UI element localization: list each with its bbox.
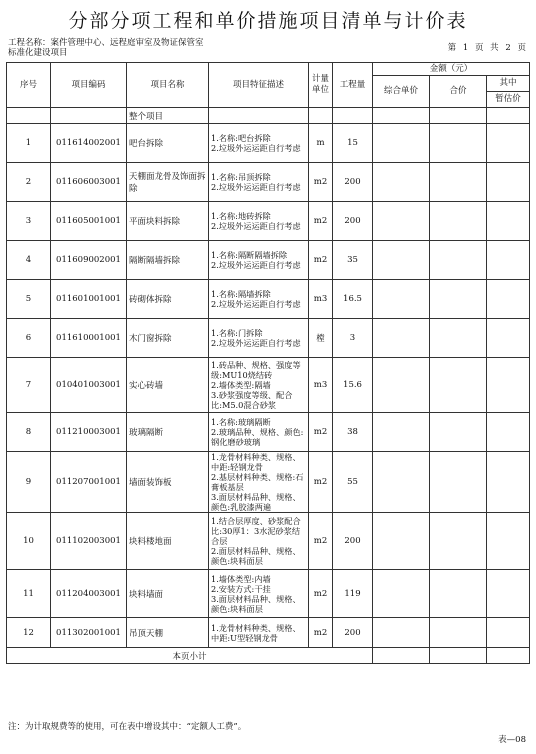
cell-desc bbox=[209, 319, 309, 358]
cell-qty: 38 bbox=[333, 413, 373, 452]
cell-name: 吊顶天棚 bbox=[127, 618, 209, 648]
table-row bbox=[7, 570, 530, 618]
cell-unit: m2 bbox=[309, 413, 333, 452]
cell-provisional bbox=[487, 202, 530, 241]
cell-qty: 200 bbox=[333, 513, 373, 570]
cell-code: 010401003001 bbox=[51, 358, 127, 413]
cell-qty: 3 bbox=[333, 319, 373, 358]
cell-total bbox=[430, 513, 487, 570]
desc-line: 1.名称:门拆除 bbox=[211, 328, 263, 338]
header-provisional: 暂估价 bbox=[487, 92, 530, 108]
desc-line: 2.基层材料种类、规格:石膏板基层 bbox=[211, 472, 304, 492]
cell-name: 隔断隔墙拆除 bbox=[127, 241, 209, 280]
cell-qty: 200 bbox=[333, 163, 373, 202]
subtotal-label: 本页小计 bbox=[7, 648, 373, 664]
desc-line: 1.龙骨材料种类、规格、中距:U型轻钢龙骨 bbox=[211, 622, 301, 643]
cell-unit: m2 bbox=[309, 163, 333, 202]
cell-seq: 7 bbox=[7, 358, 51, 413]
header-unit-price: 综合单价 bbox=[373, 76, 430, 108]
table-row bbox=[7, 358, 530, 413]
cell-provisional bbox=[487, 452, 530, 513]
cell-desc bbox=[209, 163, 309, 202]
cell-unit-price bbox=[373, 570, 430, 618]
cell-unit-price bbox=[373, 618, 430, 648]
cell-unit: m2 bbox=[309, 241, 333, 280]
cell-total bbox=[430, 570, 487, 618]
cell-total bbox=[430, 618, 487, 648]
cell-unit: 樘 bbox=[309, 319, 333, 358]
desc-line: 1.结合层厚度、砂浆配合比:30厚1：3水泥砂浆结合层 bbox=[211, 516, 301, 546]
cell-seq: 12 bbox=[7, 618, 51, 648]
cell-provisional bbox=[487, 124, 530, 163]
header-amount: 金额（元） bbox=[373, 63, 530, 76]
cell-provisional bbox=[487, 163, 530, 202]
cell-seq: 10 bbox=[7, 513, 51, 570]
cell-seq: 6 bbox=[7, 319, 51, 358]
table-row bbox=[7, 241, 530, 280]
cell-qty: 200 bbox=[333, 202, 373, 241]
header-total: 合价 bbox=[430, 76, 487, 108]
desc-line: 1.名称:地砖拆除 bbox=[211, 211, 271, 221]
desc-line: 3.面层材料品种、规格、颜色:乳胶漆两遍 bbox=[211, 492, 301, 512]
cell-seq: 4 bbox=[7, 241, 51, 280]
cell-code: 011609002001 bbox=[51, 241, 127, 280]
cell-qty: 15 bbox=[333, 124, 373, 163]
cell-total bbox=[430, 124, 487, 163]
cell-desc bbox=[209, 280, 309, 319]
project-name-line2: 标准化建设项目 bbox=[8, 48, 68, 58]
header-unit: 计量单位 bbox=[309, 63, 333, 108]
cell-qty: 35 bbox=[333, 241, 373, 280]
desc-line: 2.安装方式:干挂 bbox=[211, 583, 271, 594]
cell-provisional bbox=[487, 513, 530, 570]
cell-provisional bbox=[487, 618, 530, 648]
page-title: 分部分项工程和单价措施项目清单与计价表 bbox=[68, 10, 468, 32]
table-row bbox=[7, 163, 530, 202]
cell-unit: m2 bbox=[309, 618, 333, 648]
table-number: 表—08 bbox=[498, 735, 526, 745]
cell-qty: 55 bbox=[333, 452, 373, 513]
cell-seq: 8 bbox=[7, 413, 51, 452]
desc-line: 1.名称:玻璃隔断 bbox=[211, 417, 271, 427]
cell-unit-price bbox=[373, 124, 430, 163]
desc-line: 2.垃圾外运运距自行考虑 bbox=[211, 260, 301, 270]
cell-unit-price bbox=[373, 452, 430, 513]
header-among: 其中 bbox=[487, 76, 530, 92]
header-desc: 项目特征描述 bbox=[209, 63, 309, 108]
cell-desc bbox=[209, 413, 309, 452]
cell-desc bbox=[209, 202, 309, 241]
cell-total bbox=[430, 319, 487, 358]
cell-name: 墙面装饰板 bbox=[127, 452, 209, 513]
desc-line: 1.墙体类型:内墙 bbox=[211, 573, 271, 584]
cell-total bbox=[430, 413, 487, 452]
cell-name: 吧台拆除 bbox=[127, 124, 209, 163]
cell-total bbox=[430, 202, 487, 241]
cell-seq: 2 bbox=[7, 163, 51, 202]
desc-line: 2.垃圾外运运距自行考虑 bbox=[211, 338, 301, 348]
page-info: 第 1 页 共 2 页 bbox=[447, 43, 526, 53]
cell-qty: 119 bbox=[333, 570, 373, 618]
cell-total bbox=[430, 280, 487, 319]
cell-code: 011601001001 bbox=[51, 280, 127, 319]
cell-unit-price bbox=[373, 319, 430, 358]
cell-name: 平面块料拆除 bbox=[127, 202, 209, 241]
cell-name: 块料楼地面 bbox=[127, 513, 209, 570]
desc-line: 1.名称:隔断隔墙拆除 bbox=[211, 250, 288, 260]
desc-line: 2.垃圾外运运距自行考虑 bbox=[211, 182, 301, 192]
cell-code: 011614002001 bbox=[51, 124, 127, 163]
cell-qty: 200 bbox=[333, 618, 373, 648]
subtotal-cell bbox=[487, 648, 530, 664]
desc-line: 2.垃圾外运运距自行考虑 bbox=[211, 221, 301, 231]
desc-line: 1.名称:吊顶拆除 bbox=[211, 172, 271, 182]
cell-code: 011204003001 bbox=[51, 570, 127, 618]
table-row bbox=[7, 124, 530, 163]
cell-total bbox=[430, 358, 487, 413]
pricing-table bbox=[6, 62, 530, 664]
cell-seq: 3 bbox=[7, 202, 51, 241]
cell-seq: 9 bbox=[7, 452, 51, 513]
cell-unit-price bbox=[373, 358, 430, 413]
header-name: 项目名称 bbox=[127, 63, 209, 108]
table-row bbox=[7, 202, 530, 241]
cell-unit-price bbox=[373, 241, 430, 280]
cell-total bbox=[430, 241, 487, 280]
cell-code: 011606003001 bbox=[51, 163, 127, 202]
cell-unit: m2 bbox=[309, 513, 333, 570]
cell-code: 011302001001 bbox=[51, 618, 127, 648]
subtotal-cell bbox=[373, 648, 430, 664]
desc-line: 3.面层材料品种、规格、颜色:块料面层 bbox=[211, 593, 301, 614]
cell-desc bbox=[209, 124, 309, 163]
cell-name: 块料墙面 bbox=[127, 570, 209, 618]
cell-desc bbox=[209, 570, 309, 618]
cell-qty: 16.5 bbox=[333, 280, 373, 319]
table-row bbox=[7, 413, 530, 452]
header-qty: 工程量 bbox=[333, 63, 373, 108]
cell-code: 011102003001 bbox=[51, 513, 127, 570]
cell-code: 011210003001 bbox=[51, 413, 127, 452]
section-title: 整个项目 bbox=[127, 108, 209, 124]
subtotal-row bbox=[7, 648, 530, 664]
cell-desc bbox=[209, 618, 309, 648]
header-code: 项目编码 bbox=[51, 63, 127, 108]
cell-unit: m2 bbox=[309, 452, 333, 513]
cell-qty: 15.6 bbox=[333, 358, 373, 413]
cell-seq: 5 bbox=[7, 280, 51, 319]
cell-unit-price bbox=[373, 513, 430, 570]
desc-line: 1.砖品种、规格、强度等级:MU10烧结砖 bbox=[211, 360, 301, 380]
table-row bbox=[7, 618, 530, 648]
cell-unit: m2 bbox=[309, 202, 333, 241]
cell-provisional bbox=[487, 241, 530, 280]
desc-line: 3.砂浆强度等级、配合比:M5.0混合砂浆 bbox=[211, 390, 293, 410]
section-row bbox=[7, 108, 530, 124]
cell-seq: 11 bbox=[7, 570, 51, 618]
cell-unit-price bbox=[373, 413, 430, 452]
table-row bbox=[7, 319, 530, 358]
desc-line: 2.面层材料品种、规格、颜色:块料面层 bbox=[211, 546, 301, 566]
cell-provisional bbox=[487, 319, 530, 358]
cell-name: 玻璃隔断 bbox=[127, 413, 209, 452]
desc-line: 1.名称:隔墙拆除 bbox=[211, 289, 271, 299]
cell-provisional bbox=[487, 413, 530, 452]
cell-unit-price bbox=[373, 202, 430, 241]
desc-line: 2.垃圾外运运距自行考虑 bbox=[211, 143, 301, 153]
cell-unit: m2 bbox=[309, 570, 333, 618]
table-row bbox=[7, 280, 530, 319]
cell-seq: 1 bbox=[7, 124, 51, 163]
cell-unit-price bbox=[373, 163, 430, 202]
table-row bbox=[7, 513, 530, 570]
footnote: 注：为计取规费等的使用，可在表中增设其中：“定额人工费”。 bbox=[8, 722, 247, 732]
desc-line: 1.龙骨材料种类、规格、中距:轻钢龙骨 bbox=[211, 452, 301, 472]
cell-unit-price bbox=[373, 280, 430, 319]
cell-code: 011605001001 bbox=[51, 202, 127, 241]
cell-desc bbox=[209, 452, 309, 513]
desc-line: 2.墙体类型:隔墙 bbox=[211, 380, 271, 390]
desc-line: 2.玻璃品种、规格、颜色:钢化磨砂玻璃 bbox=[211, 427, 304, 447]
project-name-line1: 工程名称：案件管理中心、远程庭审室及物证保管室 bbox=[8, 38, 204, 48]
subtotal-cell bbox=[430, 648, 487, 664]
cell-code: 011610001001 bbox=[51, 319, 127, 358]
desc-line: 2.垃圾外运运距自行考虑 bbox=[211, 299, 301, 309]
cell-provisional bbox=[487, 280, 530, 319]
cell-desc bbox=[209, 241, 309, 280]
cell-desc bbox=[209, 513, 309, 570]
desc-line: 1.名称:吧台拆除 bbox=[211, 133, 271, 143]
cell-desc bbox=[209, 358, 309, 413]
cell-name: 木门窗拆除 bbox=[127, 319, 209, 358]
cell-total bbox=[430, 452, 487, 513]
header-seq: 序号 bbox=[7, 63, 51, 108]
cell-unit: m bbox=[309, 124, 333, 163]
cell-name: 天棚面龙骨及饰面拆除 bbox=[127, 163, 209, 202]
cell-provisional bbox=[487, 570, 530, 618]
table-row bbox=[7, 452, 530, 513]
cell-total bbox=[430, 163, 487, 202]
cell-unit: m3 bbox=[309, 358, 333, 413]
cell-name: 砖砌体拆除 bbox=[127, 280, 209, 319]
table-body bbox=[7, 108, 530, 664]
cell-name: 实心砖墙 bbox=[127, 358, 209, 413]
cell-provisional bbox=[487, 358, 530, 413]
cell-unit: m3 bbox=[309, 280, 333, 319]
cell-code: 011207001001 bbox=[51, 452, 127, 513]
